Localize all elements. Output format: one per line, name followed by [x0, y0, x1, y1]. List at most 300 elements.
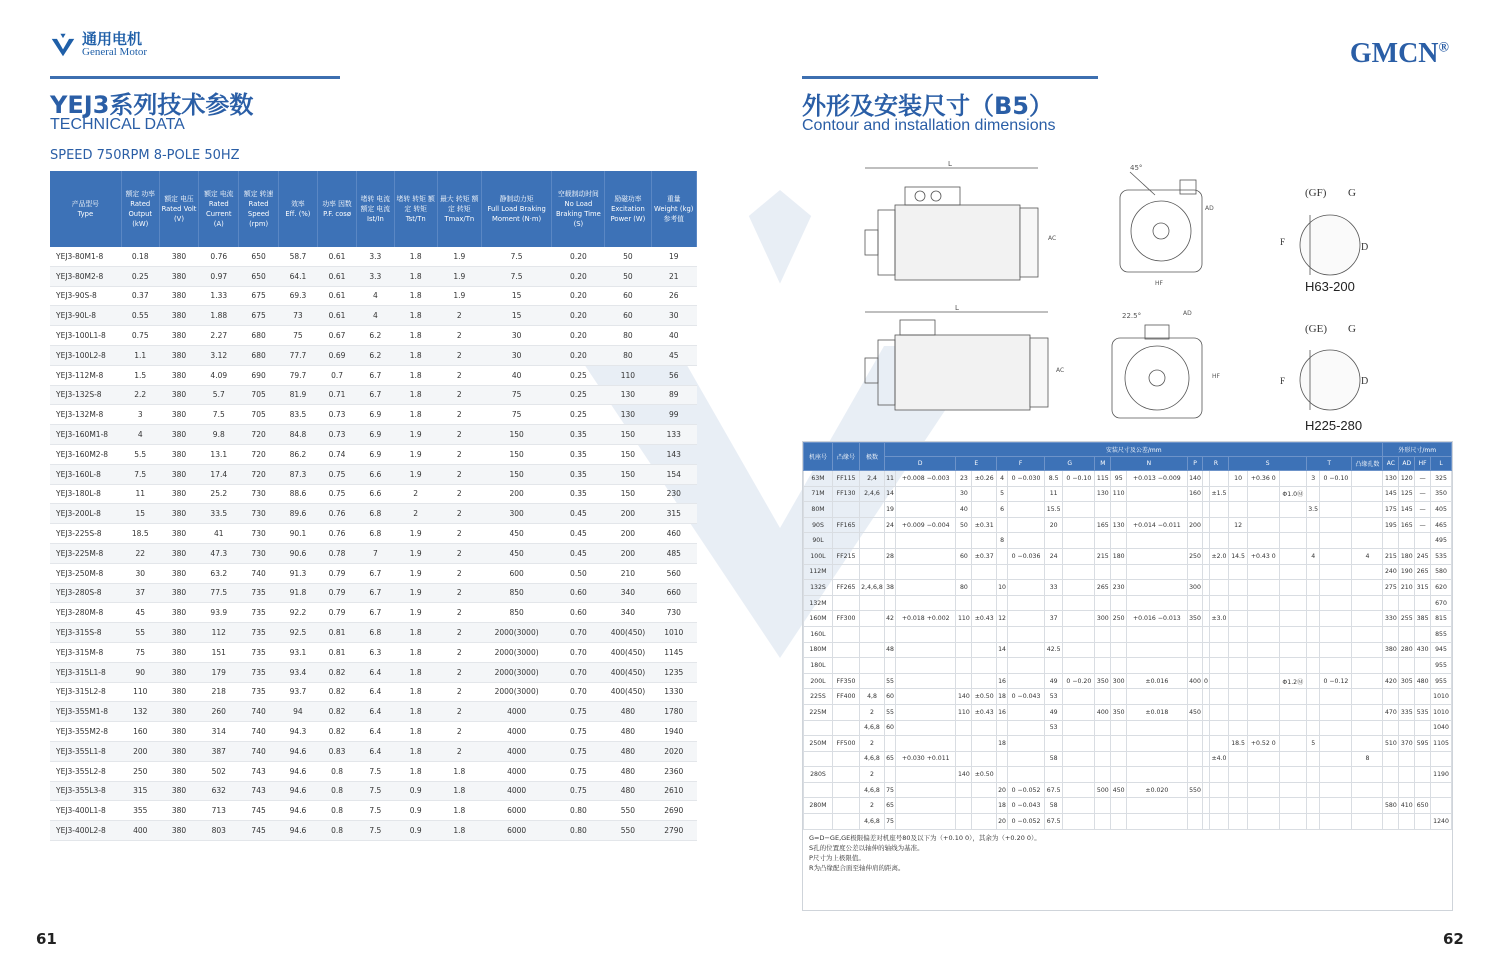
tech-cell: 1.8 — [394, 722, 437, 742]
tech-cell-type: YEJ3-315S-8 — [50, 623, 121, 643]
dim-cell — [1352, 658, 1383, 674]
tech-cell: 1.8 — [394, 642, 437, 662]
tech-cell: 5.5 — [121, 444, 159, 464]
dim-cell — [1209, 626, 1229, 642]
dim-cell — [1306, 689, 1319, 705]
tech-cell: 110 — [605, 365, 651, 385]
dim-cell — [1209, 533, 1229, 549]
dim-cell — [1279, 658, 1306, 674]
tech-table-body — [50, 247, 697, 840]
dim-cell — [1063, 580, 1095, 596]
tech-cell: 7.5 — [357, 761, 394, 781]
page-number-left: 61 — [36, 930, 57, 948]
dim-cell — [1320, 548, 1352, 564]
tech-cell: 1.9 — [394, 425, 437, 445]
tech-cell: 6.8 — [357, 623, 394, 643]
dim-cell: 400 — [1187, 673, 1203, 689]
dim-cell — [1209, 736, 1229, 752]
tech-cell-type: YEJ3-100L2-8 — [50, 345, 121, 365]
tech-cell: 380 — [159, 484, 199, 504]
tech-cell: 803 — [199, 821, 239, 841]
tech-cell: 0.60 — [552, 603, 605, 623]
dim-h-p: P — [1187, 457, 1203, 471]
dim-cell: 5 — [1306, 736, 1319, 752]
tech-row — [50, 444, 697, 464]
dim-cell: 4 — [1306, 548, 1319, 564]
tech-cell: 380 — [159, 741, 199, 761]
tech-cell: 1.9 — [437, 266, 481, 286]
dim-cell: Φ1.0Ⓜ — [1279, 486, 1306, 502]
tech-cell: 380 — [159, 543, 199, 563]
tech-cell: 55 — [121, 623, 159, 643]
tech-cell-type: YEJ3-80M1-8 — [50, 247, 121, 266]
dim-cell — [1247, 782, 1279, 798]
tech-cell: 0.80 — [552, 801, 605, 821]
dim-cell: 24 — [1045, 548, 1063, 564]
dim-cell — [1187, 658, 1203, 674]
tech-cell: 94.6 — [278, 801, 317, 821]
dim-cell — [1229, 486, 1247, 502]
dim-cell — [1127, 720, 1187, 736]
dim-cell: — — [1415, 471, 1431, 487]
note-1: G=D−GE,GE极限偏差对机座号80及以下为（+0.10 0），其余为（+0.20 0）。 — [809, 833, 1041, 842]
dim-cell — [1008, 720, 1045, 736]
tech-cell: 250 — [121, 761, 159, 781]
dim-cell — [1247, 658, 1279, 674]
dim-cell: +0.009 −0.004 — [896, 517, 956, 533]
dim-cell — [1279, 814, 1306, 830]
tech-cell: 300 — [481, 504, 552, 524]
dim-cell — [1279, 751, 1306, 767]
dim-cell: 14 — [997, 642, 1008, 658]
dim-cell: 2,4 — [860, 471, 885, 487]
dim-cell: 225S — [804, 689, 833, 705]
tech-cell: 91.3 — [278, 563, 317, 583]
dim-cell: 250 — [1111, 611, 1127, 627]
tech-cell: 0.70 — [552, 682, 605, 702]
tech-row — [50, 504, 697, 524]
dim-cell — [860, 533, 885, 549]
dim-cell: ±0.020 — [1127, 782, 1187, 798]
tech-cell: 400(450) — [605, 623, 651, 643]
tech-cell: 112 — [199, 623, 239, 643]
dim-cell — [1209, 689, 1229, 705]
dim-cell — [997, 548, 1008, 564]
company-logo — [50, 32, 147, 58]
tech-cell: 3.3 — [357, 266, 394, 286]
tech-cell: 6.8 — [357, 504, 394, 524]
dim-cell — [1063, 782, 1095, 798]
tech-cell-type: YEJ3-80M2-8 — [50, 266, 121, 286]
dim-h-group: F — [997, 457, 1045, 471]
dim-cell: 2,4,6 — [860, 486, 885, 502]
tech-cell: 6.6 — [357, 464, 394, 484]
tech-cell: 315 — [651, 504, 696, 524]
dim-cell: 14.5 — [1229, 548, 1247, 564]
dim-cell: ±0.43 — [972, 611, 997, 627]
dim-cell — [833, 704, 860, 720]
tech-cell: 200 — [605, 524, 651, 544]
dim-cell: 385 — [1415, 611, 1431, 627]
dim-cell: 210 — [1399, 580, 1415, 596]
dim-cell — [1008, 564, 1045, 580]
tech-cell: 6.4 — [357, 741, 394, 761]
dim-cell — [1279, 517, 1306, 533]
tech-row — [50, 326, 697, 346]
dim-cell: 380 — [1383, 642, 1399, 658]
dim-h-frame: 机座号 — [804, 443, 833, 471]
dim-cell — [1111, 767, 1127, 783]
dim-cell: 30 — [956, 486, 972, 502]
tech-col-header — [481, 171, 552, 247]
tech-cell: 1.8 — [394, 365, 437, 385]
dim-cell — [1320, 798, 1352, 814]
tech-row — [50, 345, 697, 365]
tech-cell-type: YEJ3-280M-8 — [50, 603, 121, 623]
dim-cell: 200 — [1187, 517, 1203, 533]
dim-cell — [1095, 626, 1111, 642]
dim-cell: 1040 — [1431, 720, 1452, 736]
tech-cell: 705 — [239, 405, 279, 425]
dim-cell: 130 — [1095, 486, 1111, 502]
tech-cell: 0.75 — [552, 702, 605, 722]
tech-cell: 380 — [159, 425, 199, 445]
dim-cell — [833, 642, 860, 658]
tech-cell: 0.75 — [121, 326, 159, 346]
dim-cell: 49 — [1045, 673, 1063, 689]
tech-cell: 6.9 — [357, 405, 394, 425]
tech-col-en: Rated Output (kW) — [128, 200, 153, 228]
dim-cell — [1229, 814, 1247, 830]
tech-cell: 7.5 — [481, 247, 552, 266]
tech-row — [50, 365, 697, 385]
tech-col-en: Tmax/Tn — [444, 215, 475, 223]
dim-cell — [1063, 502, 1095, 518]
tech-cell: 2 — [437, 484, 481, 504]
tech-cell: 6.4 — [357, 662, 394, 682]
dim-cell — [1320, 767, 1352, 783]
dim-cell — [1352, 782, 1383, 798]
tech-cell: 200 — [605, 504, 651, 524]
dim-cell — [997, 517, 1008, 533]
dim-cell: 1240 — [1431, 814, 1452, 830]
dim-cell: — — [1415, 486, 1431, 502]
dim-cell — [1352, 626, 1383, 642]
dim-cell — [956, 658, 972, 674]
dim-cell: 420 — [1383, 673, 1399, 689]
label-h225-280: H225-280 — [1305, 418, 1363, 433]
tech-cell: 21 — [651, 266, 696, 286]
dim-h-outline-col: L — [1431, 457, 1452, 471]
tech-cell: 130 — [605, 405, 651, 425]
dim-cell: 350 — [1111, 704, 1127, 720]
dim-cell — [1415, 658, 1431, 674]
dimension-notes — [803, 830, 1452, 876]
tech-cell: 93.9 — [199, 603, 239, 623]
dim-cell: 12 — [1229, 517, 1247, 533]
tech-cell: 1.9 — [437, 247, 481, 266]
tech-cell: 150 — [481, 464, 552, 484]
tech-cell: 380 — [159, 781, 199, 801]
tech-cell: 380 — [159, 326, 199, 346]
dim-row — [804, 611, 1452, 627]
dim-h-m: M — [1095, 457, 1111, 471]
dim-cell — [1247, 564, 1279, 580]
dim-cell — [896, 767, 956, 783]
dim-cell — [1095, 736, 1111, 752]
dim-cell — [1352, 564, 1383, 580]
dim-h-group: G — [1045, 457, 1095, 471]
dim-cell — [1383, 767, 1399, 783]
dim-cell — [1111, 689, 1127, 705]
dim-cell: 18 — [997, 798, 1008, 814]
tech-cell: 0.97 — [199, 266, 239, 286]
tech-cell: 2 — [437, 662, 481, 682]
dim-cell — [1095, 720, 1111, 736]
dim-cell — [1111, 595, 1127, 611]
tech-cell: 0.74 — [317, 444, 356, 464]
dim-cell — [1279, 502, 1306, 518]
dim-cell — [1008, 517, 1045, 533]
tech-row — [50, 761, 697, 781]
dim-cell — [804, 720, 833, 736]
dim-cell — [896, 798, 956, 814]
dim-cell: 0 −0.052 — [1008, 782, 1045, 798]
tech-cell: 6.4 — [357, 682, 394, 702]
dim-cell: 132M — [804, 595, 833, 611]
tech-cell: 200 — [481, 484, 552, 504]
dim-cell — [1209, 782, 1229, 798]
dim-cell — [1008, 626, 1045, 642]
dim-cell — [1247, 533, 1279, 549]
tech-cell: 380 — [159, 286, 199, 306]
dim-cell — [1187, 736, 1203, 752]
tech-cell: 230 — [651, 484, 696, 504]
front-view-h225 — [1112, 325, 1202, 418]
dim-cell: 3.5 — [1306, 502, 1319, 518]
tech-cell: 400 — [121, 821, 159, 841]
dim-cell — [972, 658, 997, 674]
tech-cell: 0.37 — [121, 286, 159, 306]
dim-cell — [1352, 798, 1383, 814]
tech-cell-type: YEJ3-200L-8 — [50, 504, 121, 524]
tech-cell: 2360 — [651, 761, 696, 781]
tech-cell: 650 — [239, 247, 279, 266]
dim-cell: 670 — [1431, 595, 1452, 611]
tech-cell: 9.8 — [199, 425, 239, 445]
dim-cell — [1095, 814, 1111, 830]
dim-cell — [1306, 704, 1319, 720]
tech-cell: 200 — [605, 543, 651, 563]
tech-cell: 0.75 — [552, 741, 605, 761]
dim-cell: 4 — [1352, 548, 1383, 564]
tech-cell: 1.1 — [121, 345, 159, 365]
dim-cell — [885, 736, 896, 752]
label-ac1: AC — [1048, 235, 1057, 242]
tech-cell: 3 — [121, 405, 159, 425]
tech-cell: 6.7 — [357, 385, 394, 405]
tech-cell: 730 — [651, 603, 696, 623]
tech-cell-type: YEJ3-315M-8 — [50, 642, 121, 662]
label-hf1: HF — [1155, 280, 1163, 287]
tech-cell: 69.3 — [278, 286, 317, 306]
tech-cell: 93.1 — [278, 642, 317, 662]
dim-cell: 37 — [1045, 611, 1063, 627]
dim-row — [804, 751, 1452, 767]
dimension-table-container — [802, 441, 1453, 911]
tech-col-header — [50, 171, 121, 247]
tech-cell: 2000(3000) — [481, 623, 552, 643]
tech-row — [50, 543, 697, 563]
dim-cell: 4,6,8 — [860, 814, 885, 830]
dim-cell: +0.016 −0.013 — [1127, 611, 1187, 627]
tech-row — [50, 722, 697, 742]
dim-cell — [833, 798, 860, 814]
tech-cell: 0.50 — [552, 563, 605, 583]
tech-cell: 90 — [121, 662, 159, 682]
dim-cell: 14 — [885, 486, 896, 502]
dim-cell: 650 — [1415, 798, 1431, 814]
dim-cell — [1127, 564, 1187, 580]
dim-cell — [1008, 704, 1045, 720]
tech-cell-type: YEJ3-160L-8 — [50, 464, 121, 484]
dim-cell — [1063, 517, 1095, 533]
tech-cell: 160 — [121, 722, 159, 742]
tech-cell: 660 — [651, 583, 696, 603]
tech-cell: 380 — [159, 266, 199, 286]
dim-h-flange: 凸缘号 — [833, 443, 860, 471]
dim-cell: FF115 — [833, 471, 860, 487]
page-number-right: 62 — [1443, 930, 1464, 948]
dim-cell — [1209, 673, 1229, 689]
dim-h-poles: 极数 — [860, 443, 885, 471]
dim-cell — [1111, 720, 1127, 736]
dim-cell — [1229, 502, 1247, 518]
tech-cell: 1.8 — [394, 662, 437, 682]
dim-cell — [1383, 751, 1399, 767]
dim-cell: 90S — [804, 517, 833, 533]
tech-cell: 400(450) — [605, 682, 651, 702]
dim-cell: 300 — [1095, 611, 1111, 627]
dim-cell: FF130 — [833, 486, 860, 502]
dim-cell: 18 — [997, 689, 1008, 705]
dim-cell: ±0.31 — [972, 517, 997, 533]
dim-cell — [1399, 533, 1415, 549]
logo-v-icon — [50, 32, 76, 58]
dim-cell: ±1.5 — [1209, 486, 1229, 502]
tech-cell: 0.25 — [552, 405, 605, 425]
tech-col-header — [357, 171, 394, 247]
dim-cell: 0 −0.030 — [1008, 471, 1045, 487]
tech-cell: 0.67 — [317, 326, 356, 346]
tech-cell: 75 — [481, 405, 552, 425]
side-view-h63 — [865, 168, 1038, 280]
dim-cell — [833, 564, 860, 580]
label-gf: (GF) — [1305, 187, 1327, 199]
dim-cell: 42.5 — [1045, 642, 1063, 658]
tech-cell: 0.82 — [317, 702, 356, 722]
tech-cell: 1.8 — [437, 781, 481, 801]
tech-cell: 675 — [239, 286, 279, 306]
shaft-section-h63 — [1300, 215, 1360, 275]
tech-col-cn: 最大 转矩 额定 转矩 — [440, 195, 479, 213]
tech-cell: 730 — [239, 543, 279, 563]
tech-cell: 1.9 — [394, 563, 437, 583]
dim-cell — [1229, 798, 1247, 814]
dim-cell — [1229, 611, 1247, 627]
dim-cell: 19 — [885, 502, 896, 518]
dim-cell — [1229, 642, 1247, 658]
dim-cell — [1247, 720, 1279, 736]
tech-row — [50, 821, 697, 841]
dim-cell: 110 — [1111, 486, 1127, 502]
dim-cell — [1399, 626, 1415, 642]
tech-cell: 1010 — [651, 623, 696, 643]
tech-cell: 6.2 — [357, 345, 394, 365]
tech-col-cn: 励磁功率 — [614, 195, 642, 203]
dim-row — [804, 814, 1452, 830]
tech-cell: 130 — [605, 385, 651, 405]
dim-cell — [1247, 751, 1279, 767]
tech-row — [50, 524, 697, 544]
tech-cell: 15 — [121, 504, 159, 524]
dim-cell: 0 — [1203, 673, 1209, 689]
dimension-table — [803, 442, 1452, 830]
tech-cell: 2 — [437, 722, 481, 742]
dim-cell — [1399, 689, 1415, 705]
dim-cell: 0 −0.12 — [1320, 673, 1352, 689]
dim-cell: FF300 — [833, 611, 860, 627]
left-title-cn: YEJ3系列技术参数 — [50, 91, 254, 119]
dim-cell — [1209, 642, 1229, 658]
dim-cell: 430 — [1415, 642, 1431, 658]
tech-cell: 151 — [199, 642, 239, 662]
tech-cell: 380 — [159, 722, 199, 742]
dim-cell — [1279, 642, 1306, 658]
label-ad1: AD — [1205, 205, 1214, 212]
tech-cell: 720 — [239, 425, 279, 445]
dim-row — [804, 782, 1452, 798]
tech-cell: 2 — [437, 741, 481, 761]
tech-col-en: Ist/In — [366, 215, 384, 223]
tech-cell: 2 — [437, 504, 481, 524]
tech-cell: 6000 — [481, 801, 552, 821]
tech-cell: 1.33 — [199, 286, 239, 306]
tech-cell: 1.8 — [437, 821, 481, 841]
dim-cell — [956, 798, 972, 814]
dim-cell: 8 — [1352, 751, 1383, 767]
tech-cell: 0.82 — [317, 722, 356, 742]
dim-cell — [1063, 704, 1095, 720]
dim-cell: 110 — [956, 704, 972, 720]
dim-cell — [956, 642, 972, 658]
dim-cell — [896, 736, 956, 752]
dim-cell: 245 — [1415, 548, 1431, 564]
tech-cell: 675 — [239, 306, 279, 326]
dim-cell — [1063, 533, 1095, 549]
dim-cell: +0.018 +0.002 — [896, 611, 956, 627]
dim-cell — [1111, 798, 1127, 814]
dim-cell: 510 — [1383, 736, 1399, 752]
tech-cell: 735 — [239, 642, 279, 662]
tech-row — [50, 484, 697, 504]
dim-cell — [997, 767, 1008, 783]
dim-cell — [1320, 658, 1352, 674]
dim-cell: 180M — [804, 642, 833, 658]
tech-cell: 79.7 — [278, 365, 317, 385]
dim-cell: 265 — [1095, 580, 1111, 596]
dim-cell — [972, 814, 997, 830]
